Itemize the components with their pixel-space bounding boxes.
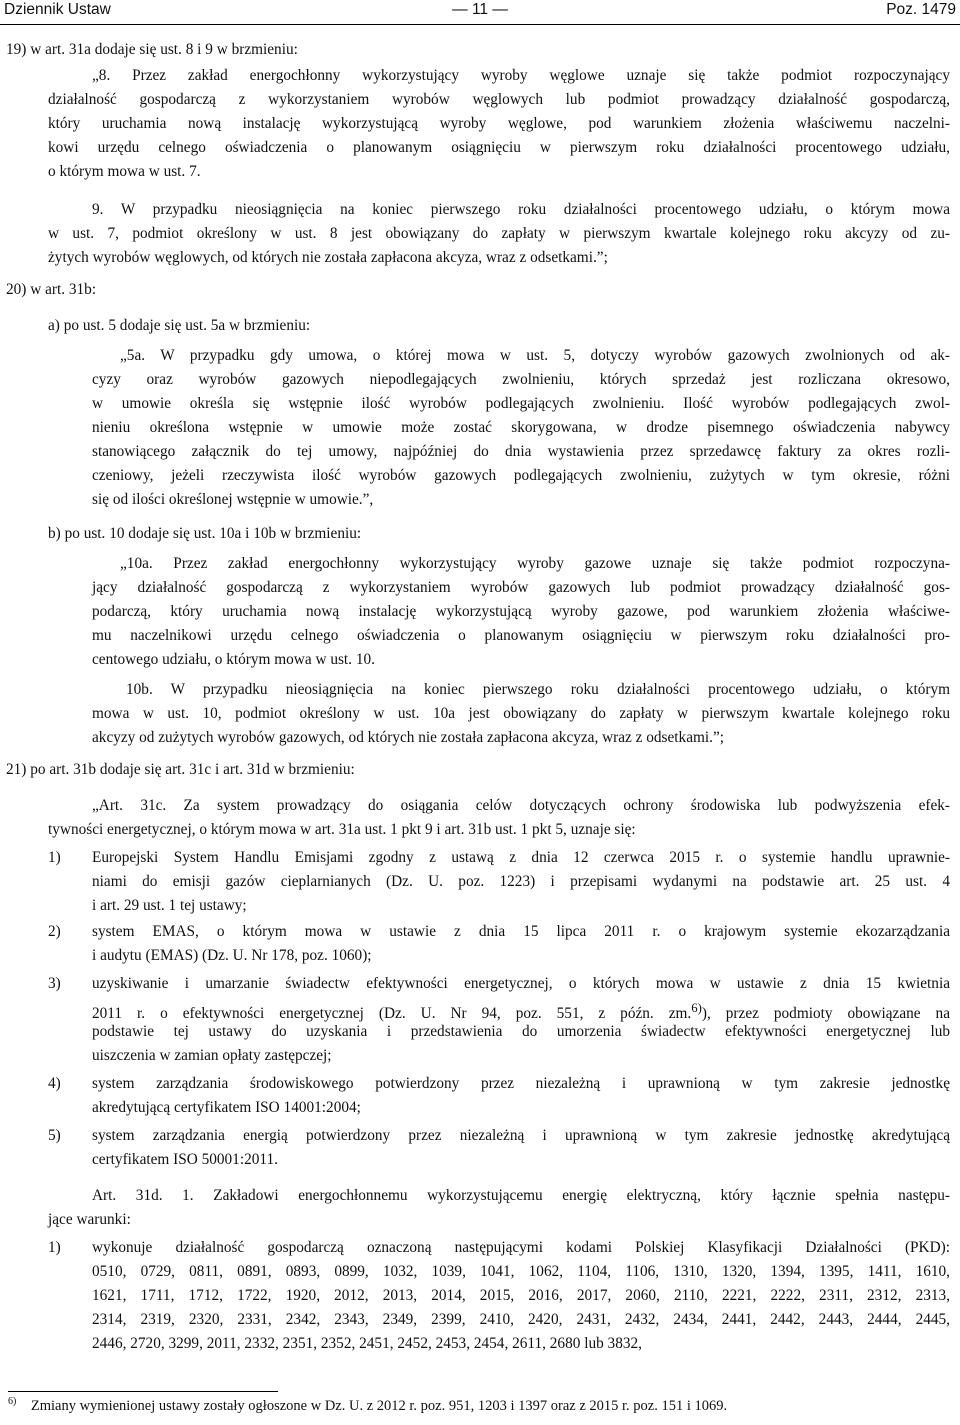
text-line: akredytującą certyfikatem ISO 14001:2004; <box>92 1099 361 1116</box>
header-rule <box>0 24 960 25</box>
page-number: — 11 — <box>452 1 508 18</box>
page-header <box>0 0 960 26</box>
text-line: działalność gospodarczą z wykorzystaniem wyrobów węglowych lub podmiot prowadzący działalność gospodarczą, <box>48 91 950 108</box>
text-line: 1621, 1711, 1712, 1722, 1920, 2012, 2013, 2014, 2015, 2016, 2017, 2060, 2110, 2221, 2222, 2311, 2312, 2313, <box>92 1287 950 1304</box>
text-line: się od ilości określonej wstępnie w umowie.”, <box>92 491 374 508</box>
text-line: nieniu określona wstępnie w umowie może zostać skorygowana, w drodze pisemnego oświadczenia nabywcy <box>92 419 950 436</box>
text-line: 21) po art. 31b dodaje się art. 31c i art. 31d w brzmieniu: <box>6 761 355 778</box>
text-line: 5) <box>48 1127 61 1144</box>
text-line: w umowie określa się wstępnie ilość wyrobów podlegających zwolnieniu. Ilość wyrobów podlegających zwol- <box>92 395 950 412</box>
text-line: 20) w art. 31b: <box>6 281 97 298</box>
text-line: podstawie tej ustawy do uzyskania i przedstawienia do umorzenia świadectw efektywności energetycznej lub <box>92 1023 950 1040</box>
text-line: 10b. W przypadku nieosiągnięcia na koniec pierwszego roku działalności procentowego udziału, o którym <box>126 681 950 698</box>
text-line: „5a. W przypadku gdy umowa, o której mowa w ust. 5, dotyczy wyrobów gazowych zwolnionych od ak- <box>120 347 950 364</box>
text-line: stanowiącego załącznik do tej umowy, najpóźniej do dnia wystawienia przez sprzedawcę faktury za okres rozli- <box>92 443 950 460</box>
footnote-ref: 6) <box>691 1001 702 1015</box>
text-line: „Art. 31c. Za system prowadzący do osiągania celów dotyczących ochrony środowiska lub podwyższenia efek- <box>92 797 950 814</box>
text-line: Europejski System Handlu Emisjami zgodny z ustawą z dnia 12 czerwca 2015 r. o systemie handlu uprawnie- <box>92 849 950 866</box>
text-line: 9. W przypadku nieosiągnięcia na koniec pierwszego roku działalności procentowego udziału, o którym mowa <box>92 201 950 218</box>
text-line: wykonuje działalność gospodarczą oznaczoną następującymi kodami Polskiej Klasyfikacji Działalności (PKD): <box>92 1239 950 1256</box>
text-line: i audytu (EMAS) (Dz. U. Nr 178, poz. 1060); <box>92 947 372 964</box>
text-line: w ust. 7, podmiot określony w ust. 8 jest obowiązany do zapłaty w pierwszym kwartale kolejnego roku akcyzy od zu- <box>48 225 950 242</box>
text-line: o którym mowa w ust. 7. <box>48 163 201 180</box>
text-line: czeniowy, jeżeli rzeczywista ilość wyrobów gazowych podlegających zwolnieniu, zużytych w tym okresie, różni <box>92 467 950 484</box>
text-line: 1) <box>48 1239 61 1256</box>
text-line: kowi urzędu celnego oświadczenia o planowanym osiągnięciu w pierwszym roku działalności procentowego udziału, <box>48 139 950 156</box>
text-line: i art. 29 ust. 1 tej ustawy; <box>92 897 247 914</box>
text-line: 2314, 2319, 2320, 2331, 2342, 2343, 2349, 2399, 2410, 2420, 2431, 2432, 2434, 2441, 2442, 2443, 2444, 2445, <box>92 1311 950 1328</box>
text-line: mowa w ust. 10, podmiot określony w ust. 10a jest obowiązany do zapłaty w pierwszym kwartale kolejnego roku <box>92 705 950 722</box>
text-line: system zarządzania energią potwierdzony przez niezależną i uprawnioną w tym zakresie jednostkę akredytującą <box>92 1127 950 1144</box>
footnote-rule <box>8 1391 278 1392</box>
text-line: mu naczelnikowi urzędu celnego oświadczenia o planowanym osiągnięciu w pierwszym roku działalności pro- <box>92 627 950 644</box>
text-line: cyzy oraz wyrobów gazowych niepodlegających zwolnieniu, których sprzedaż jest rozliczana okresowo, <box>92 371 950 388</box>
text-line: 19) w art. 31a dodaje się ust. 8 i 9 w brzmieniu: <box>6 41 298 58</box>
text-line: żytych wyrobów węglowych, od których nie została zapłacona akcyza, wraz z odsetkami.”; <box>48 249 608 266</box>
text-line: uzyskiwanie i umarzanie świadectw efektywności energetycznej, o których mowa w ustawie z dnia 15 kwietnia <box>92 975 950 992</box>
text-line: certyfikatem ISO 50001:2011. <box>92 1151 278 1168</box>
text-line: który uruchamia nową instalację wykorzystującą wyroby węglowe, pod warunkiem złożenia właściwemu naczelni- <box>48 115 950 132</box>
text-line: a) po ust. 5 dodaje się ust. 5a w brzmieniu: <box>48 317 311 334</box>
text-line: jący działalność gospodarczą z wykorzystaniem wyrobów gazowych lub podmiot prowadzący działalność gos- <box>92 579 950 596</box>
position-number: Poz. 1479 <box>886 1 956 18</box>
text-line: 0510, 0729, 0811, 0891, 0893, 0899, 1032, 1039, 1041, 1062, 1104, 1106, 1310, 1320, 1394, 1395, 1411, 1610, <box>92 1263 950 1280</box>
text-line: system zarządzania środowiskowego potwierdzony przez niezależną i uprawnioną w tym zakresie jednostkę <box>92 1075 950 1092</box>
text-line: jące warunki: <box>48 1211 131 1228</box>
text-line: „8. Przez zakład energochłonny wykorzystujący wyroby węglowe uznaje się także podmiot rozpoczynający <box>92 67 950 84</box>
footnote-mark: 6) <box>8 1396 17 1408</box>
text-line: 1) <box>48 849 61 866</box>
text-line: Art. 31d. 1. Zakładowi energochłonnemu wykorzystującemu energię elektryczną, który łącznie spełnia następu- <box>92 1187 950 1204</box>
text-line: 2) <box>48 923 61 940</box>
text-line: niami do emisji gazów cieplarnianych (Dz. U. poz. 1223) i przepisami wydanymi na podstawie art. 25 ust. 4 <box>92 873 950 890</box>
text-line: 4) <box>48 1075 61 1092</box>
text-line: podarczą, który uruchamia nową instalację wykorzystującą wyroby gazowe, pod warunkiem złożenia właściwe- <box>92 603 950 620</box>
text-line: system EMAS, o którym mowa w ustawie z dnia 15 lipca 2011 r. o krajowym systemie ekozarządzania <box>92 923 950 940</box>
text-line: akcyzy od zużytych wyrobów gazowych, od których nie została zapłacona akcyza, wraz z odsetkami.”; <box>92 729 725 746</box>
footnote <box>8 1397 727 1415</box>
text-line: b) po ust. 10 dodaje się ust. 10a i 10b w brzmieniu: <box>48 525 362 542</box>
text-line: 2446, 2720, 3299, 2011, 2332, 2351, 2352, 2451, 2452, 2453, 2454, 2611, 2680 lub 3832, <box>92 1335 642 1352</box>
text-line: 2011 r. o efektywności energetycznej (Dz. U. Nr 94, poz. 551, z późn. zm.$^{6)}$), przez podmioty obowiązane na <box>92 1001 950 1023</box>
journal-title: Dziennik Ustaw <box>4 1 111 18</box>
text-line: uiszczenia w zamian opłaty zastępczej; <box>92 1047 332 1064</box>
text-line: centowego udziału, o którym mowa w ust. 10. <box>92 651 375 668</box>
footnote-text: Zmiany wymienionej ustawy zostały ogłoszone w Dz. U. z 2012 r. poz. 951, 1203 i 1397 oraz z 2015 r. poz. 151 i 1069. <box>30 1398 728 1414</box>
text-line: 3) <box>48 975 61 992</box>
text-line: tywności energetycznej, o którym mowa w art. 31a ust. 1 pkt 9 i art. 31b ust. 1 pkt 5, uznaje się: <box>48 821 636 838</box>
text-line: „10a. Przez zakład energochłonny wykorzystujący wyroby gazowe uznaje się także podmiot rozpoczyna- <box>120 555 950 572</box>
